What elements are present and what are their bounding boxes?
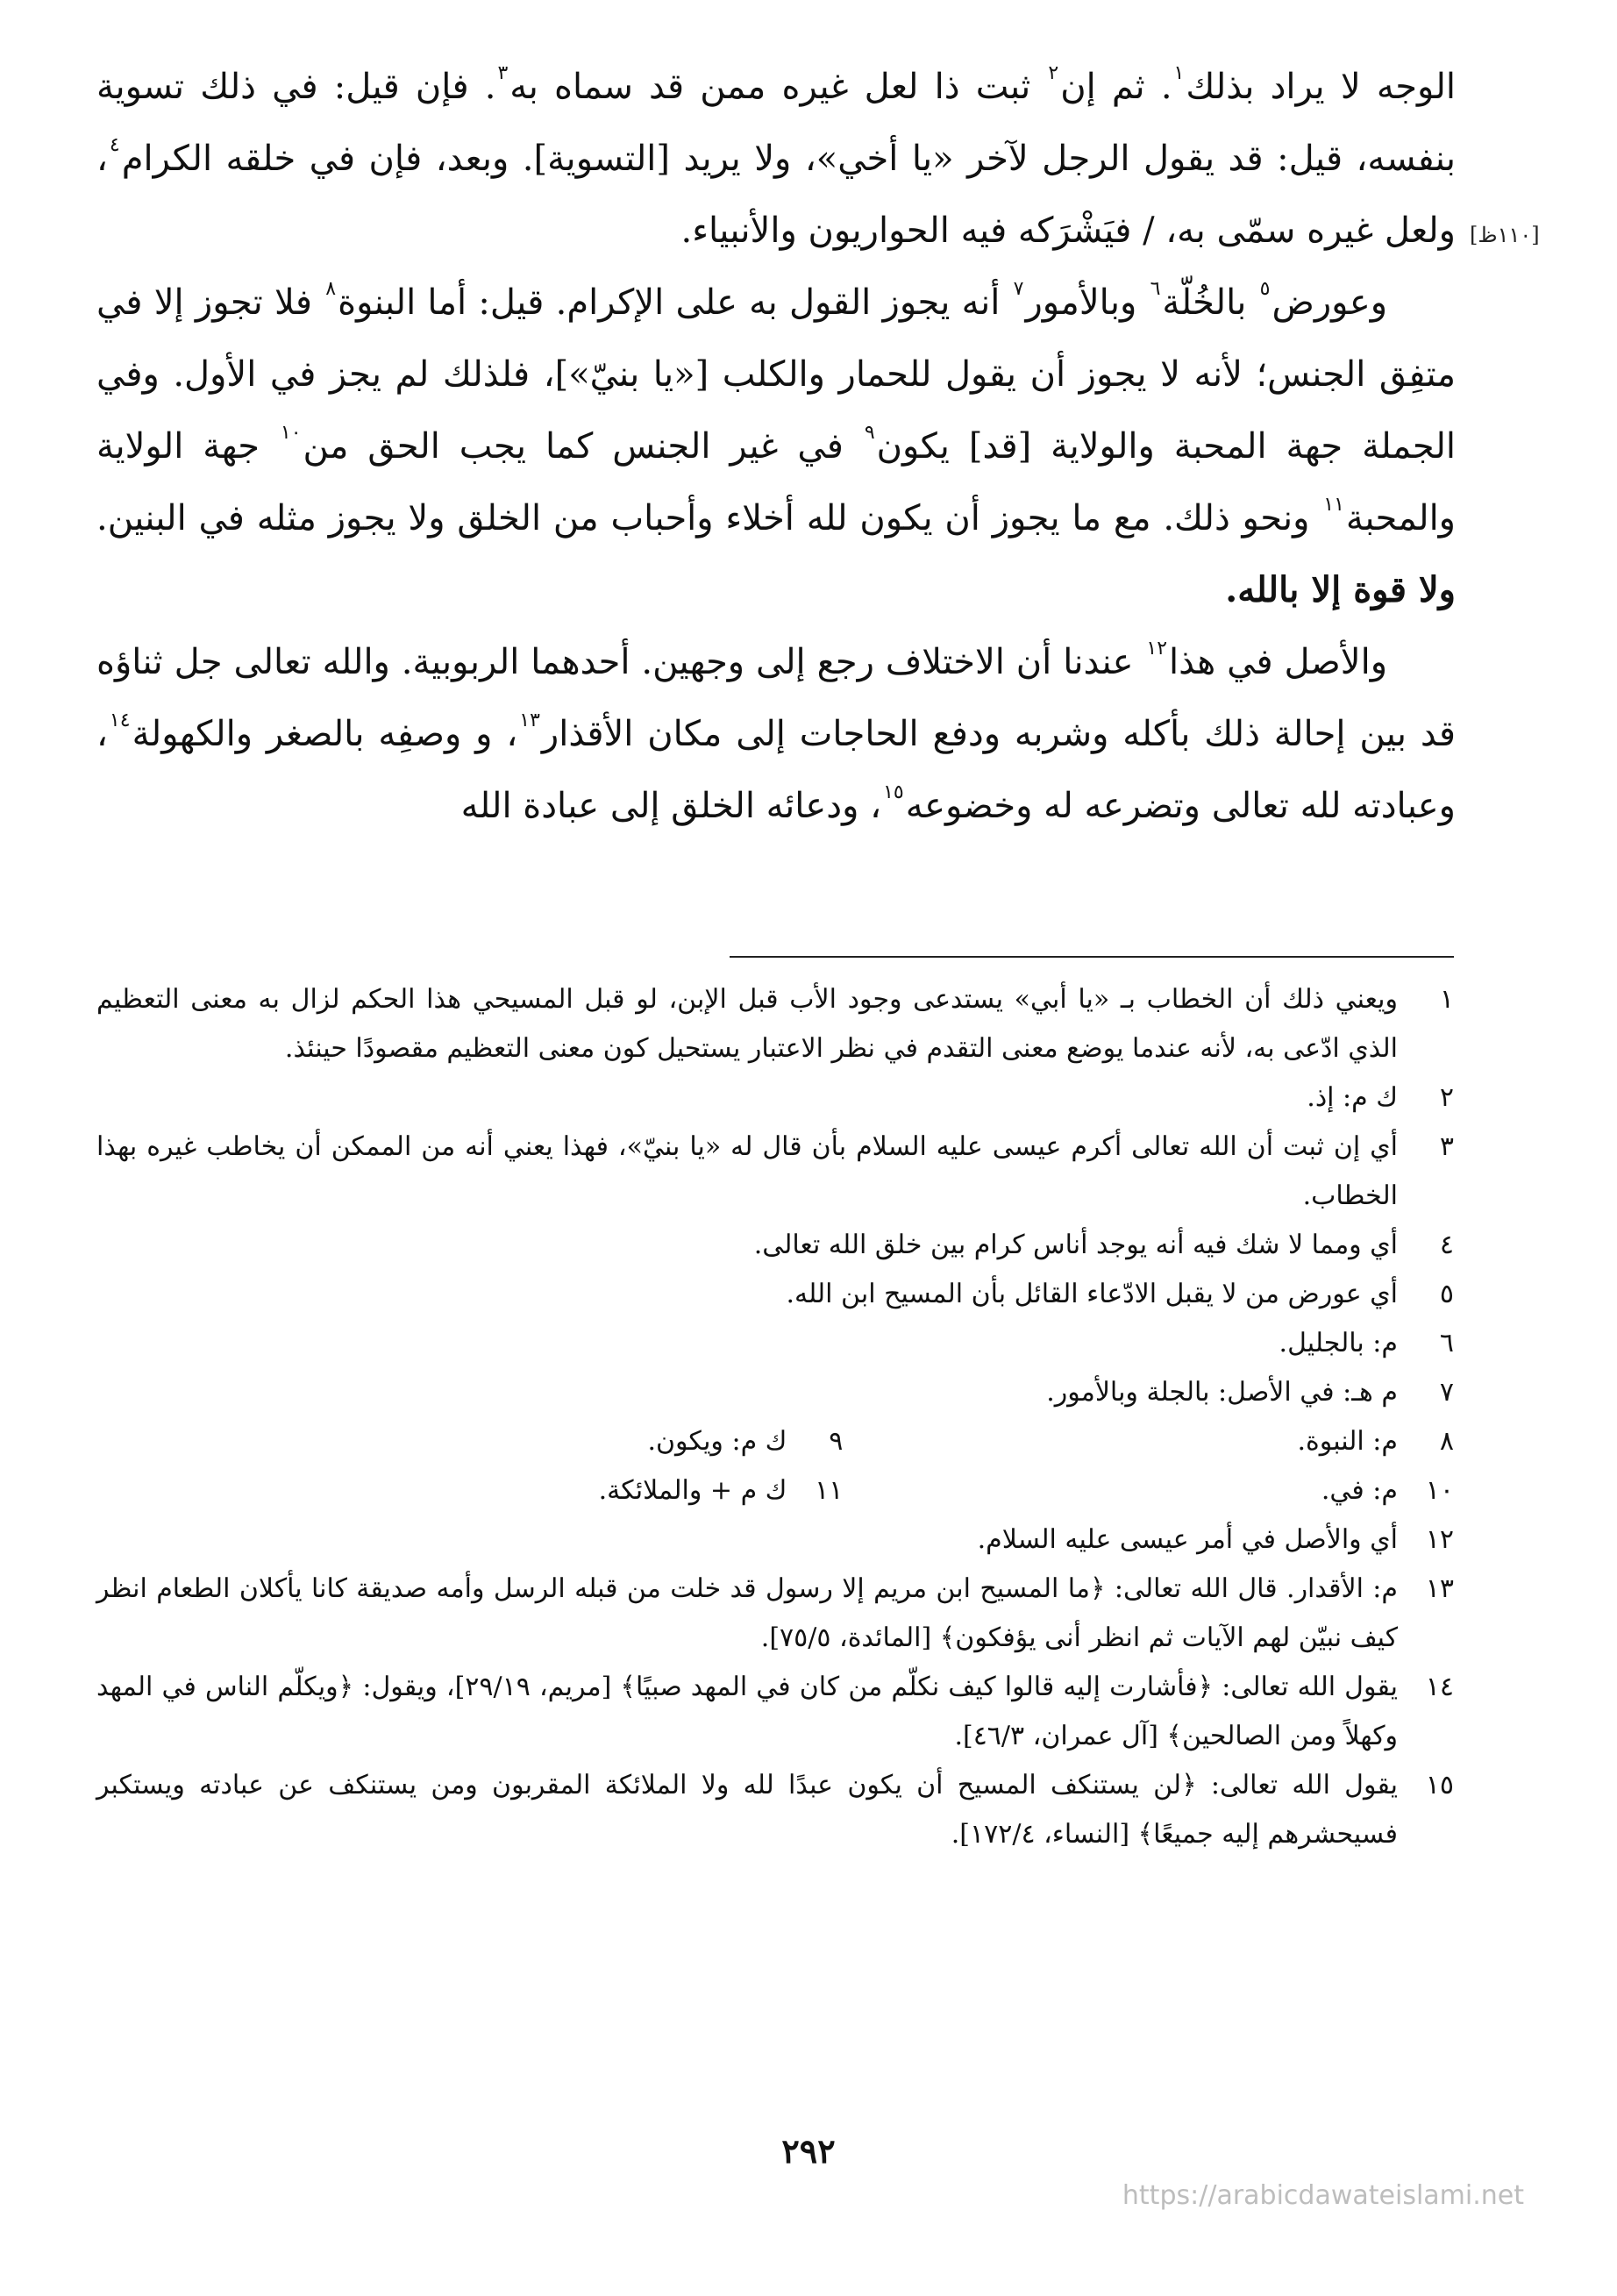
text-segment: أنه يجوز القول به على الإكرام. قيل: أما البنوة (338, 282, 1012, 323)
footnote-text: أي عورض من لا يقبل الادّعاء القائل بأن المسيح ابن الله. (786, 1279, 1398, 1309)
footnote-item (232, 1417, 844, 1466)
paragraph-2 (96, 267, 1456, 626)
bold-phrase: ولا قوة إلا بالله. (1225, 569, 1456, 610)
text-segment: ، و وصفِه بالصغر والكهولة (132, 714, 518, 754)
footnote-text: أي ومما لا شك فيه أنه يوجد أناس كرام بين خلق الله تعالى. (753, 1230, 1398, 1260)
footnote-text: ويعني ذلك أن الخطاب بـ «يا أبي» يستدعى وجود الأب قبل الإبن، لو قبل المسيحي هذا الحكم لزال به معنى التعظيم الذي ادّعى به، لأنه عندما يوضع معنى التقدم في نظر الاعتبار يستحيل كون معنى التعظيم مقصودًا حينئذ. (96, 984, 1398, 1064)
page-number: ٢٩٢ (781, 2131, 836, 2171)
footnote-item (96, 1123, 1454, 1221)
manuscript-folio-marker: [١١٠ظ] (1470, 223, 1540, 247)
footnote-text: م: في. (1321, 1475, 1398, 1506)
footnote-ref-15[interactable]: ١٥ (883, 781, 904, 803)
footnote-text: ك م + والملائكة. (598, 1475, 787, 1506)
footnote-row (96, 1417, 1454, 1466)
text-segment: جهة الولاية والمحبة (96, 426, 1456, 538)
main-text (96, 51, 1456, 842)
text-segment: . ثم إن (1060, 67, 1172, 107)
footnote-item (96, 975, 1454, 1073)
footnote-number: ١٢ (1425, 1524, 1454, 1555)
footnote-number: ١٤ (1425, 1672, 1454, 1702)
text-segment: الوجه لا يراد بذلك (1186, 67, 1456, 107)
text-segment: فلا تجوز إلا في متفِق الجنس؛ لأنه لا يجوز أن يقول للحمار والكلب [«يا بنيّ»]، فلذلك لم يجز في الأول. وفي الجملة جهة المحبة والولاية [قد] يكون (96, 282, 1457, 467)
text-segment: . فإن قيل: في ذلك تسوية بنفسه، قيل: قد يقول الرجل لآخر «يا أخي»، ولا يريد [التسوية]. وبعد، فإن في خلقه الكرام (96, 67, 1456, 179)
footnote-item (96, 1515, 1454, 1565)
footnote-number: ٩ (829, 1426, 844, 1457)
text-segment: ، وعبادته لله تعالى وتضرعه له وخضوعه (96, 714, 1456, 826)
footnote-text: م: الأقدار. قال الله تعالى: ﴿ما المسيح ابن مريم إلا رسول قد خلت من قبله الرسل وأمه صديقة كانا يأكلان الطعام انظر كيف نبيّن لهم الآيات ثم انظر أنى يؤفكون﴾ [المائدة، ٧٥/٥]. (96, 1573, 1398, 1653)
text-segment: في غير الجنس كما يجب الحق من (303, 426, 863, 467)
footnote-ref-3[interactable]: ٣ (497, 62, 509, 84)
footnote-row (96, 1466, 1454, 1515)
paragraph-3 (96, 626, 1456, 842)
footnote-item (96, 1761, 1454, 1859)
footnote-ref-7[interactable]: ٧ (1013, 278, 1024, 300)
footnote-text: يقول الله تعالى: ﴿فأشارت إليه قالوا كيف نكلّم من كان في المهد صبيًا﴾ [مريم، ٢٩/١٩]، ويقول: ﴿ويكلّم الناس في المهد وكهلاً ومن الصالحين﴾ [آل عمران، ٤٦/٣]. (96, 1672, 1398, 1751)
footnote-ref-11[interactable]: ١١ (1323, 494, 1344, 516)
footnote-item (96, 1270, 1454, 1319)
text-segment: وعورض (1272, 282, 1388, 323)
footnote-text: م: النبوة. (1297, 1426, 1398, 1457)
text-segment: وبالأمور (1025, 282, 1149, 323)
text-segment: بالخُلّة (1162, 282, 1258, 323)
footnote-text: أي إن ثبت أن الله تعالى أكرم عيسى عليه السلام بأن قال له «يا بنيّ»، فهذا يعني أنه من الممكن أن يخاطب غيره بهذا الخطاب. (96, 1131, 1398, 1211)
footnote-ref-8[interactable]: ٨ (325, 278, 337, 300)
footnote-item (96, 1565, 1454, 1663)
footnote-ref-4[interactable]: ٤ (109, 134, 120, 156)
footnote-number: ٦ (1439, 1328, 1454, 1358)
footnote-separator (730, 956, 1454, 958)
footnote-ref-13[interactable]: ١٣ (519, 709, 540, 731)
paragraph-1 (96, 51, 1456, 267)
footnote-number: ٤ (1439, 1230, 1454, 1260)
footnote-ref-5[interactable]: ٥ (1259, 278, 1271, 300)
footnote-number: ٣ (1439, 1131, 1454, 1162)
footnote-number: ٧ (1439, 1377, 1454, 1408)
footnote-ref-12[interactable]: ١٢ (1146, 638, 1168, 660)
text-segment: ونحو ذلك. مع ما يجوز أن يكون لله أخلاء وأحباب من الخلق ولا يجوز مثله في البنين. (96, 498, 1322, 538)
footnote-text: يقول الله تعالى: ﴿لن يستنكف المسيح أن يكون عبدًا لله ولا الملائكة المقربون ومن يستنكف عن عبادته ويستكبر فسيحشرهم إليه جميعًا﴾ [النساء، ١٧٢/٤]. (96, 1770, 1398, 1850)
footnote-item (232, 1466, 844, 1515)
footnote-text: ك م: إذ. (1307, 1082, 1398, 1113)
footnote-number: ٥ (1439, 1279, 1454, 1309)
footnote-text: ك م: ويكون. (647, 1426, 787, 1457)
footnote-item (96, 1221, 1454, 1270)
footnote-number: ١٥ (1425, 1770, 1454, 1800)
footnote-number: ١٣ (1425, 1573, 1454, 1604)
footnote-ref-9[interactable]: ٩ (864, 422, 875, 444)
footnote-number: ١ (1439, 984, 1454, 1015)
footnotes (96, 975, 1454, 1859)
footnote-text: م هـ: في الأصل: بالجلة وبالأمور. (1046, 1377, 1398, 1408)
footnote-text: م: بالجليل. (1279, 1328, 1398, 1358)
footnote-number: ٢ (1439, 1082, 1454, 1113)
footnote-ref-10[interactable]: ١٠ (280, 422, 302, 444)
footnote-item (96, 1368, 1454, 1417)
footnote-ref-14[interactable]: ١٤ (109, 709, 131, 731)
text-segment: ، ولعل غيره سمّى به، / فيَشْرَكه فيه الحواريون والأنبياء. (96, 139, 1456, 251)
footnote-item (96, 1663, 1454, 1761)
watermark-url: https://arabicdawateislami.net (1122, 2180, 1524, 2211)
text-segment: والأصل في هذا (1169, 642, 1388, 682)
footnote-ref-1[interactable]: ١ (1173, 62, 1185, 84)
footnote-number: ١٠ (1425, 1475, 1454, 1506)
footnote-item (843, 1417, 1454, 1466)
footnote-item (96, 1319, 1454, 1368)
text-segment: عندنا أن الاختلاف رجع إلى وجهين. أحدهما الربوبية. والله تعالى جل ثناؤه قد بين إحالة ذلك بأكله وشربه ودفع الحاجات إلى مكان الأقذار (96, 642, 1456, 754)
footnote-number: ١١ (815, 1475, 844, 1506)
text-segment: ثبت ذا لعل غيره ممن قد سماه به (509, 67, 1047, 107)
footnote-text: أي والأصل في أمر عيسى عليه السلام. (977, 1524, 1398, 1555)
footnote-ref-2[interactable]: ٢ (1048, 62, 1059, 84)
text-segment: ، ودعائه الخلق إلى عبادة الله (460, 786, 882, 826)
footnote-ref-6[interactable]: ٦ (1150, 278, 1161, 300)
footnote-number: ٨ (1439, 1426, 1454, 1457)
footnote-item (843, 1466, 1454, 1515)
footnote-item (96, 1073, 1454, 1123)
